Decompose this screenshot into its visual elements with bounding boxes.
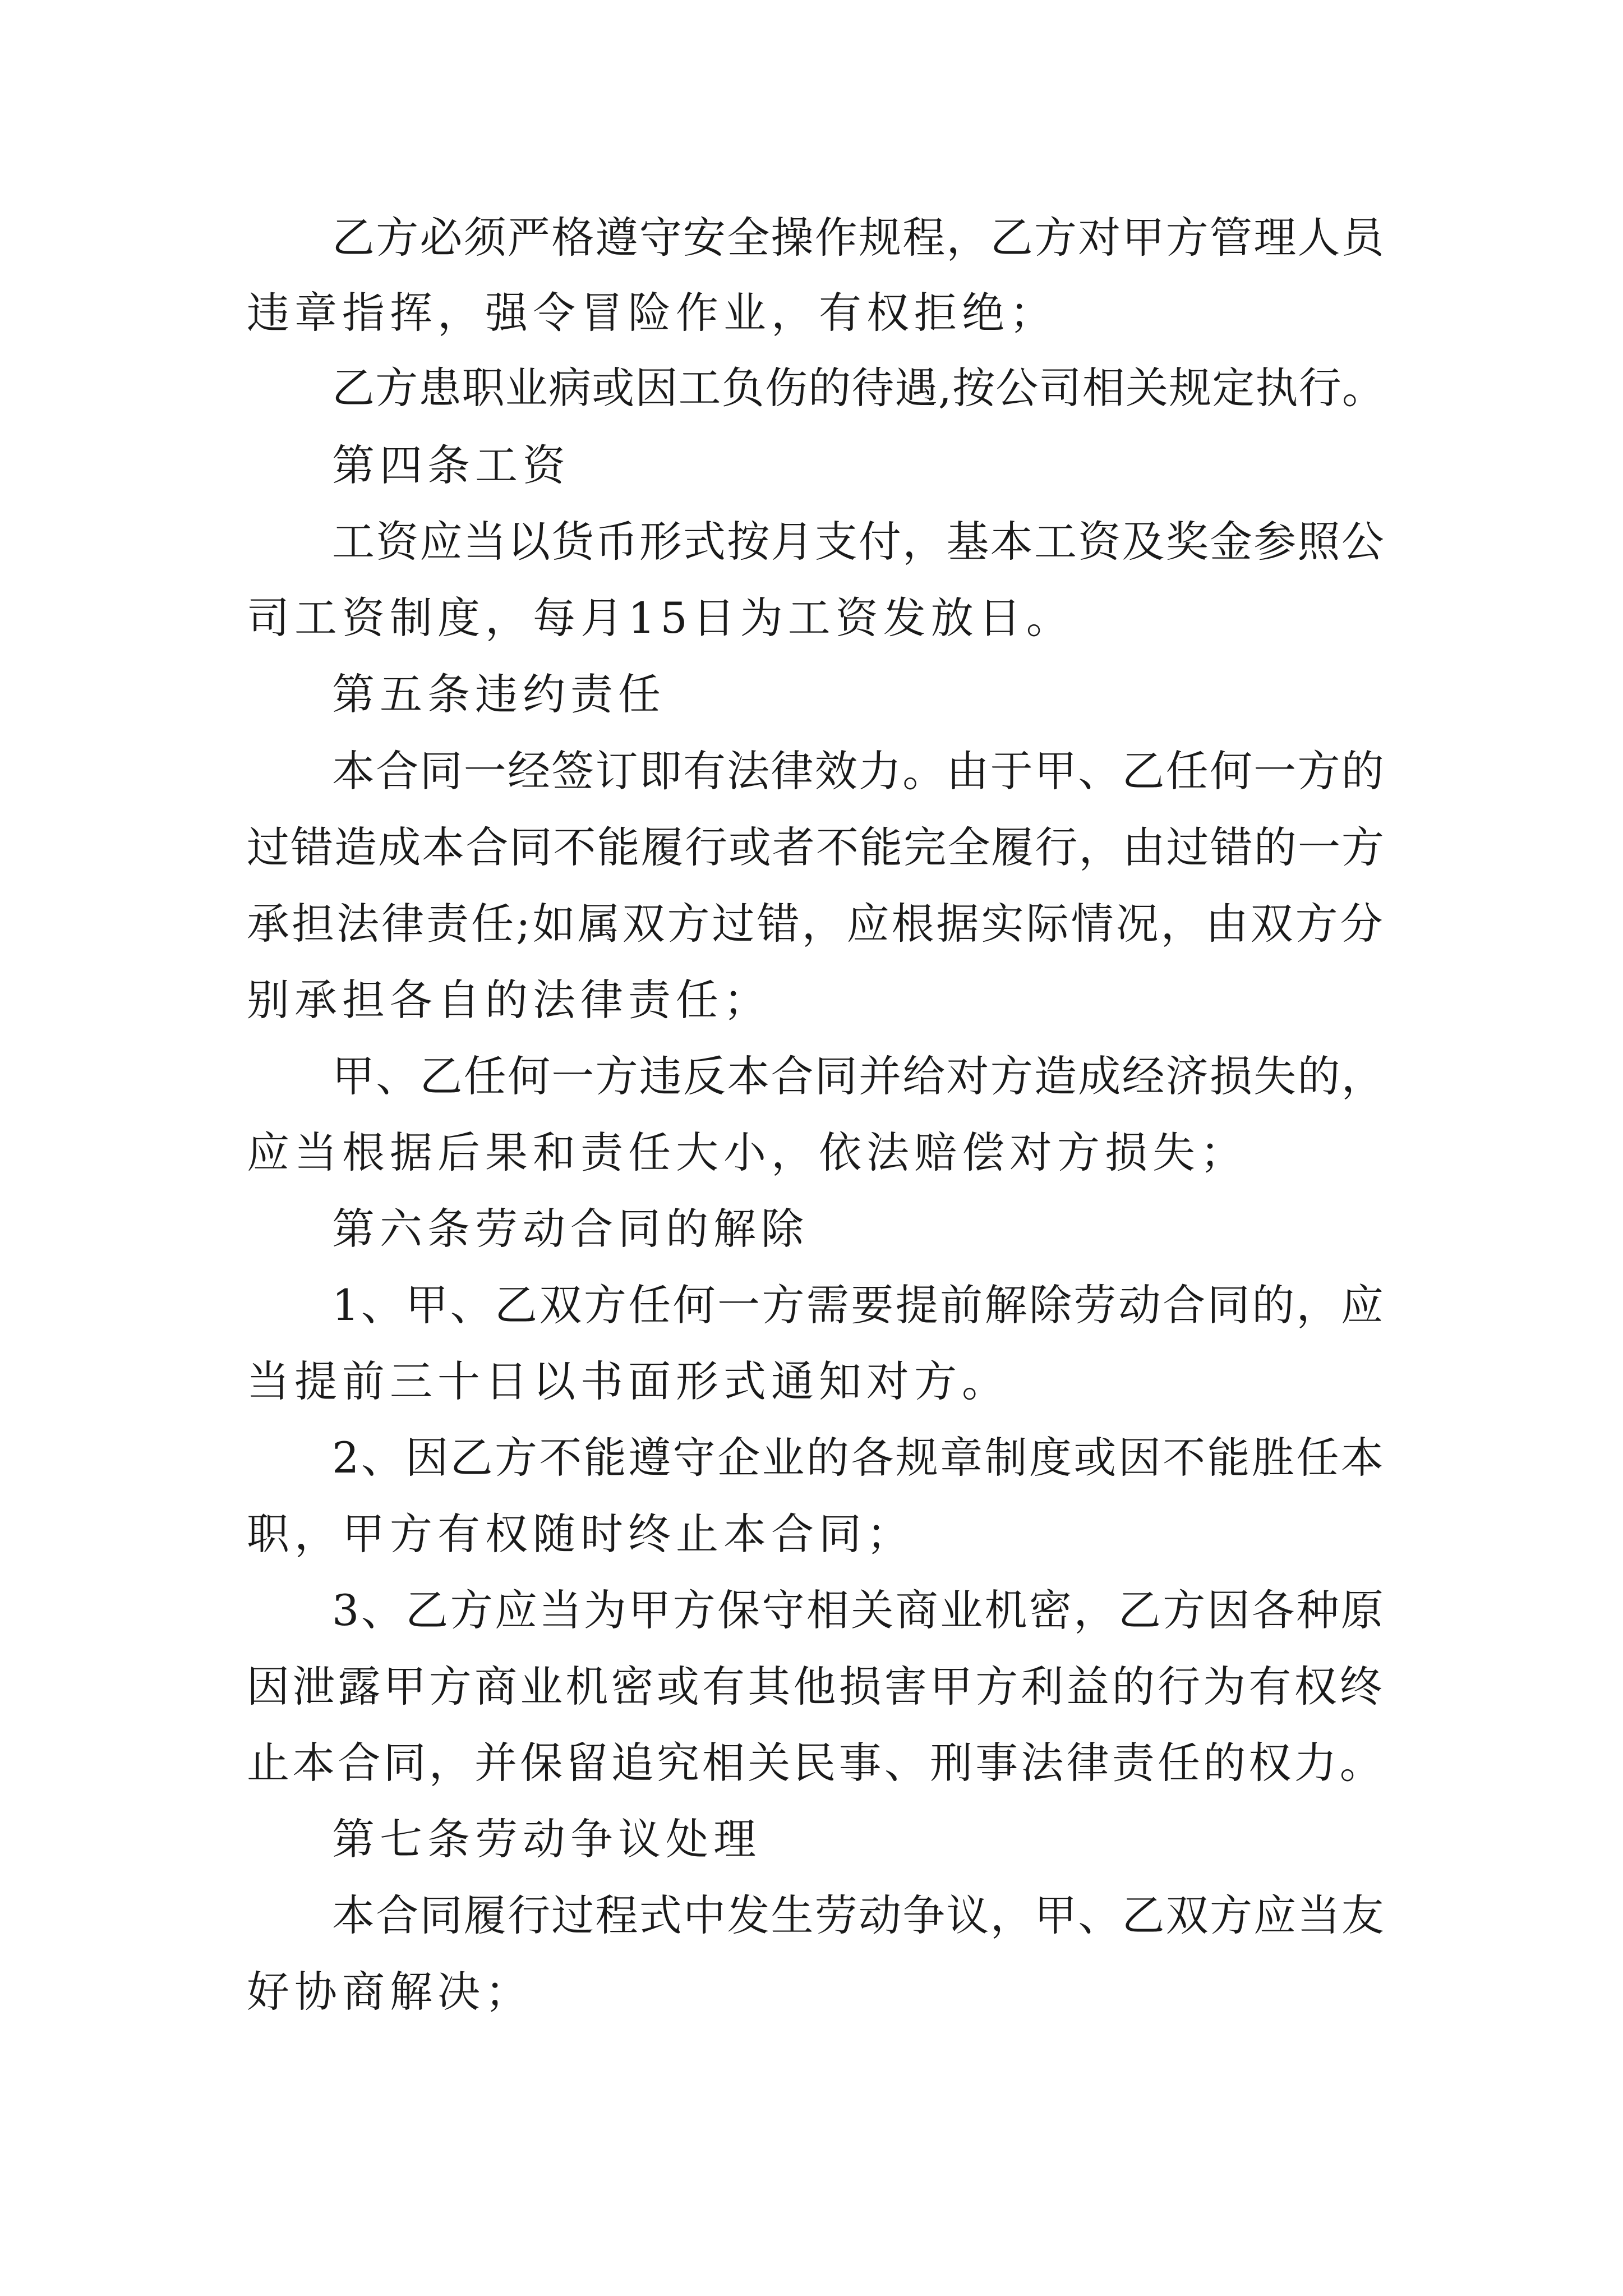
paragraph-line: 当提前三十日以书面形式通知对方。 [247, 1356, 1009, 1406]
paragraph-line: 工资应当以货币形式按月支付，基本工资及奖金参照公 [332, 517, 1385, 567]
paragraph-line: 乙方患职业病或因工负伤的待遇,按公司相关规定执行。 [332, 363, 1386, 413]
paragraph-line: 司工资制度，每月15日为工资发放日。 [247, 593, 1074, 643]
paragraph-line: 本合同一经签订即有法律效力。由于甲、乙任何一方的 [332, 746, 1385, 796]
paragraph-line: 过错造成本合同不能履行或者不能完全履行，由过错的一方 [247, 822, 1385, 872]
paragraph-line: 承担法律责任;如属双方过错，应根据实际情况，由双方分 [247, 899, 1385, 949]
paragraph-line: 乙方必须严格遵守安全操作规程，乙方对甲方管理人员 [332, 213, 1385, 263]
paragraph-line: 职，甲方有权随时终止本合同； [247, 1509, 914, 1559]
paragraph-line: 止本合同，并保留追究相关民事、刑事法律责任的权力。 [247, 1738, 1385, 1788]
paragraph-line: 别承担各自的法律责任； [247, 975, 771, 1025]
paragraph-line: 因泄露甲方商业机密或有其他损害甲方利益的行为有权终 [247, 1662, 1385, 1711]
section-heading: 第四条工资 [332, 440, 570, 490]
section-heading: 第七条劳动争议处理 [332, 1814, 761, 1864]
section-heading: 第六条劳动合同的解除 [332, 1204, 809, 1254]
paragraph-line: 1、甲、乙双方任何一方需要提前解除劳动合同的，应 [332, 1280, 1386, 1330]
paragraph-line: 好协商解决； [247, 1967, 533, 2017]
paragraph-line: 3、乙方应当为甲方保守相关商业机密，乙方因各种原 [332, 1585, 1386, 1635]
paragraph-line: 甲、乙任何一方违反本合同并给对方造成经济损失的， [332, 1051, 1385, 1101]
paragraph-line: 2、因乙方不能遵守企业的各规章制度或因不能胜任本 [332, 1433, 1386, 1483]
paragraph-line: 违章指挥，强令冒险作业，有权拒绝； [247, 288, 1057, 338]
section-heading: 第五条违约责任 [332, 669, 666, 719]
paragraph-line: 本合同履行过程式中发生劳动争议，甲、乙双方应当友 [332, 1890, 1385, 1940]
paragraph-line: 应当根据后果和责任大小，依法赔偿对方损失； [247, 1128, 1248, 1177]
